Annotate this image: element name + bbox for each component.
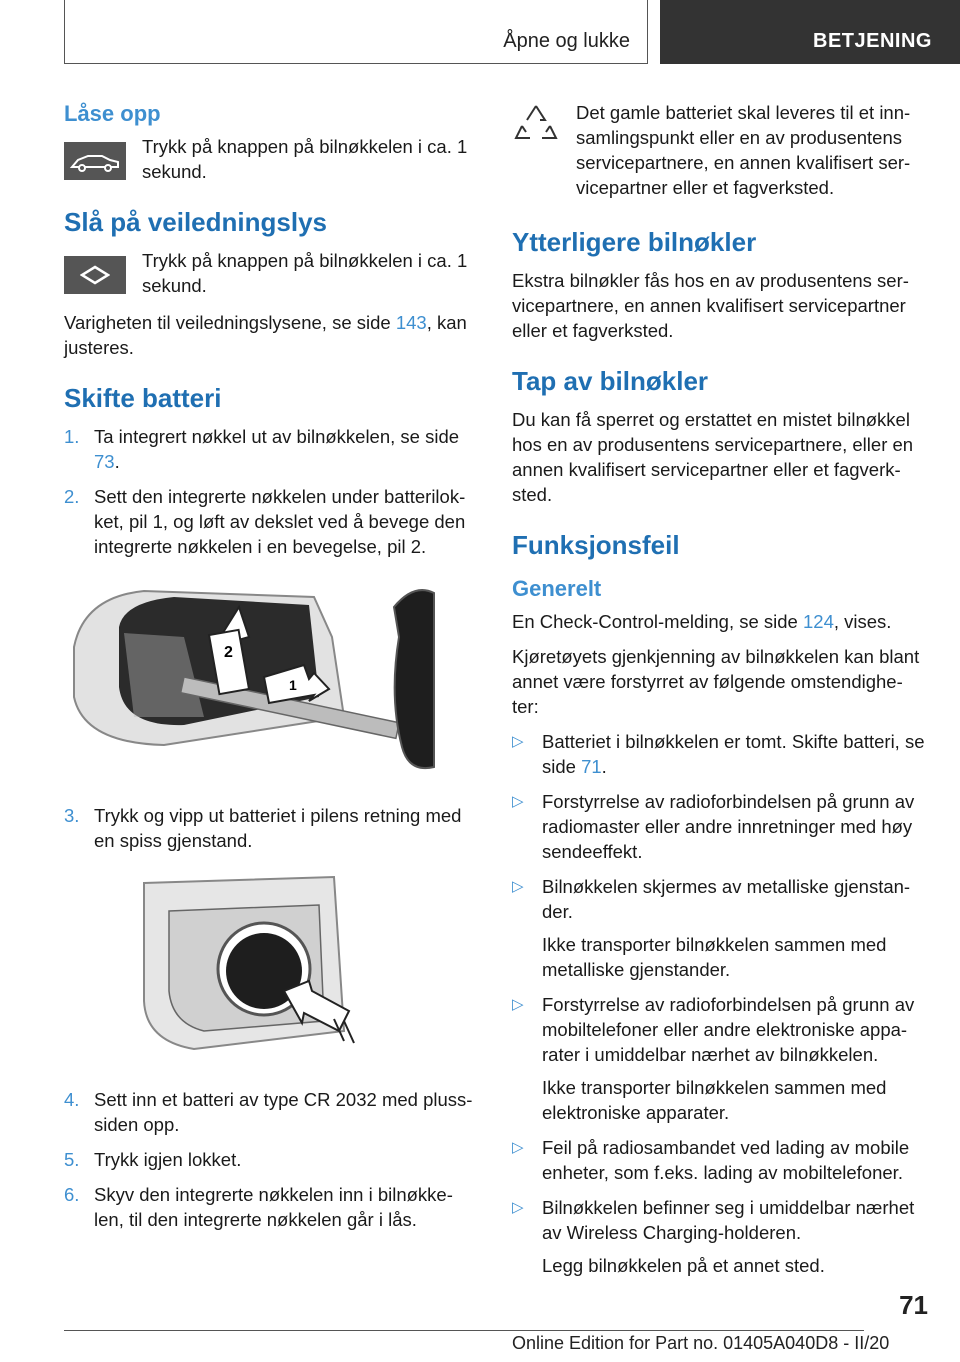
page-link-71[interactable]: 71	[581, 756, 602, 777]
page-link-143[interactable]: 143	[395, 312, 427, 333]
page-link-124[interactable]: 124	[803, 611, 834, 632]
car-unlock-icon	[64, 142, 126, 180]
header-section-title: Åpne og lukke	[503, 30, 630, 52]
step-5: 5. Trykk igjen lokket.	[64, 1149, 242, 1170]
unlock-heading: Låse opp	[64, 101, 161, 126]
cause-item: ▷ Bilnøkkelen befinner seg i umiddelbar nærhet av Wireless Charging-holderen. Legg bilnøkkelen på et annet sted.	[512, 1197, 915, 1276]
right-column	[512, 100, 928, 1288]
check-control-text: En Check-Control-melding, se side 124, vises.	[512, 611, 892, 632]
step-2: 2. Sett den integrerte nøkkelen under batterilok-ket, pil 1, og løft av dekslet ved å bevege den integrerte nøkkelen i en bevegelse, pil 2.	[64, 486, 466, 557]
guide-light-icon	[64, 256, 126, 294]
lost-keys-heading: Tap av bilnøkler	[512, 366, 709, 396]
cause-item: ▷ Bilnøkkelen skjermes av metalliske gjenstan-der. Ikke transporter bilnøkkelen sammen med metalliske gjenstander.	[512, 876, 911, 980]
bullet-triangle-icon: ▷	[512, 996, 524, 1013]
page-number: 71	[899, 1290, 928, 1320]
page-link-73[interactable]: 73	[94, 451, 115, 472]
bullet-triangle-icon: ▷	[512, 1139, 524, 1156]
step-3: 3. Trykk og vipp ut batteriet i pilens retning med en spiss gjenstand.	[64, 805, 462, 851]
arrow-label-1: 1	[289, 677, 297, 693]
recycle-note	[512, 100, 928, 200]
unlock-text: Trykk på knappen på bilnøkkelen i ca. 1 sekund.	[142, 136, 468, 182]
cause-item: ▷ Feil på radiosambandet ved lading av mobile enheter, som f.eks. lading av mobiltelefoner.	[512, 1137, 910, 1183]
malfunction-intro: Kjøretøyets gjenkjenning av bilnøkkelen kan blant annet være forstyrret av følgende omstendighe-ter:	[512, 646, 920, 717]
recycle-text: Det gamle batteriet skal leveres til et inn-samlingspunkt eller en av produsentens servicepartnere, en annen kvalifisert ser-vicepartner eller et fagverksted.	[576, 102, 911, 198]
battery-removal-illustration	[64, 871, 480, 1067]
lost-keys-text: Du kan få sperret og erstattet en mistet bilnøkkel hos en av produsentens servicepartnere, eller en annen kvalifisert servicepartner eller et fagverk-sted.	[512, 409, 914, 505]
edition-text: Online Edition for Part no. 01405A040D8 - II/20	[512, 1333, 890, 1353]
step-1: 1. Ta integrert nøkkel ut av bilnøkkelen, se side 73.	[64, 426, 460, 472]
guide-heading: Slå på veiledningslys	[64, 207, 327, 237]
extra-keys-heading: Ytterligere bilnøkler	[512, 227, 757, 257]
battery-steps-end	[64, 1087, 480, 1232]
bullet-triangle-icon: ▷	[512, 1199, 524, 1216]
extra-keys-text: Ekstra bilnøkler fås hos en av produsentens ser-vicepartnere, en annen kvalifisert servicepartner eller et fagverksted.	[512, 270, 909, 341]
footer-divider	[64, 1330, 864, 1331]
arrow-label-2: 2	[224, 644, 233, 661]
guide-text: Trykk på knappen på bilnøkkelen i ca. 1 sekund.	[142, 250, 468, 296]
guide-note: Varigheten til veiledningslysene, se side 143, kan justeres.	[64, 312, 467, 358]
cause-item: ▷ Forstyrrelse av radioforbindelsen på grunn av mobiltelefoner eller andre elektroniske appa-rater i umiddelbar nærhet av bilnøkkelen. Ikke transporter bilnøkkelen sammen med elektroniske apparater.	[512, 994, 915, 1123]
battery-steps-cont	[64, 803, 480, 853]
cause-item: ▷ Batteriet i bilnøkkelen er tomt. Skifte batteri, se side 71.	[512, 731, 925, 777]
bullet-triangle-icon: ▷	[512, 733, 524, 750]
step-6: 6. Skyv den integrerte nøkkelen inn i bilnøkke-len, til den integrerte nøkkelen går i lås.	[64, 1184, 453, 1230]
battery-steps	[64, 424, 480, 559]
general-subheading: Generelt	[512, 576, 602, 601]
cause-item: ▷ Forstyrrelse av radioforbindelsen på grunn av radiomaster eller andre innretninger med høy sendeeffekt.	[512, 791, 915, 862]
malfunction-causes	[512, 729, 928, 1278]
recycle-icon	[512, 100, 560, 148]
malfunction-heading: Funksjonsfeil	[512, 530, 680, 560]
key-removal-illustration	[64, 577, 480, 783]
left-column	[64, 100, 480, 1242]
bullet-triangle-icon: ▷	[512, 878, 524, 895]
unlock-row	[64, 134, 480, 184]
header-chapter-tab: BETJENING	[660, 0, 960, 64]
step-4: 4. Sett inn et batteri av type CR 2032 med pluss-siden opp.	[64, 1089, 473, 1135]
guide-row	[64, 248, 480, 298]
bullet-triangle-icon: ▷	[512, 793, 524, 810]
battery-heading: Skifte batteri	[64, 383, 222, 413]
